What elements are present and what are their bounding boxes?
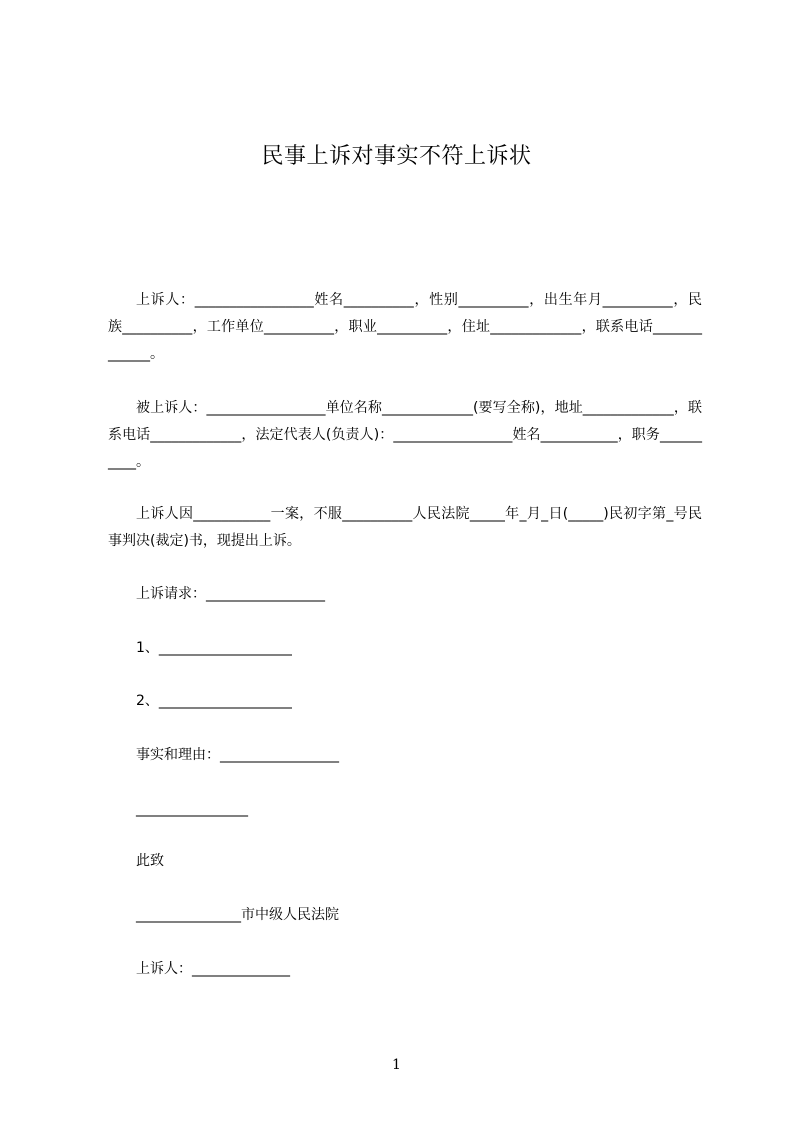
page-number: 1 (392, 1057, 401, 1073)
appeal-request-line: 上诉请求：_________________ (136, 586, 325, 602)
appellee-paragraph: 被上诉人：_________________单位名称_____________(要写全称)，地址_____________，联系电话_____________，法定代表人(负责人)：_________________姓名___________，职务__________。 (108, 400, 702, 470)
request-item-1: 1、___________________ (136, 640, 292, 656)
facts-blank-line: ________________ (136, 801, 248, 817)
court-line: _______________市中级人民法院 (136, 907, 339, 923)
signature-line: 上诉人：______________ (136, 961, 290, 977)
facts-and-reasons-line: 事实和理由：_________________ (136, 747, 339, 763)
salutation: 此致 (136, 853, 164, 869)
appellant-paragraph: 上诉人：_________________姓名__________，性别__________，出生年月__________，民族__________，工作单位__________，职业__________，住址_____________，联系电话_____________。 (108, 292, 702, 362)
case-paragraph: 上诉人因___________一案，不服__________人民法院_____年_月_日(_____)民初字第_号民事判决(裁定)书，现提出上诉。 (108, 506, 702, 549)
request-item-2: 2、___________________ (136, 693, 292, 709)
document-title: 民事上诉对事实不符上诉状 (261, 144, 532, 169)
